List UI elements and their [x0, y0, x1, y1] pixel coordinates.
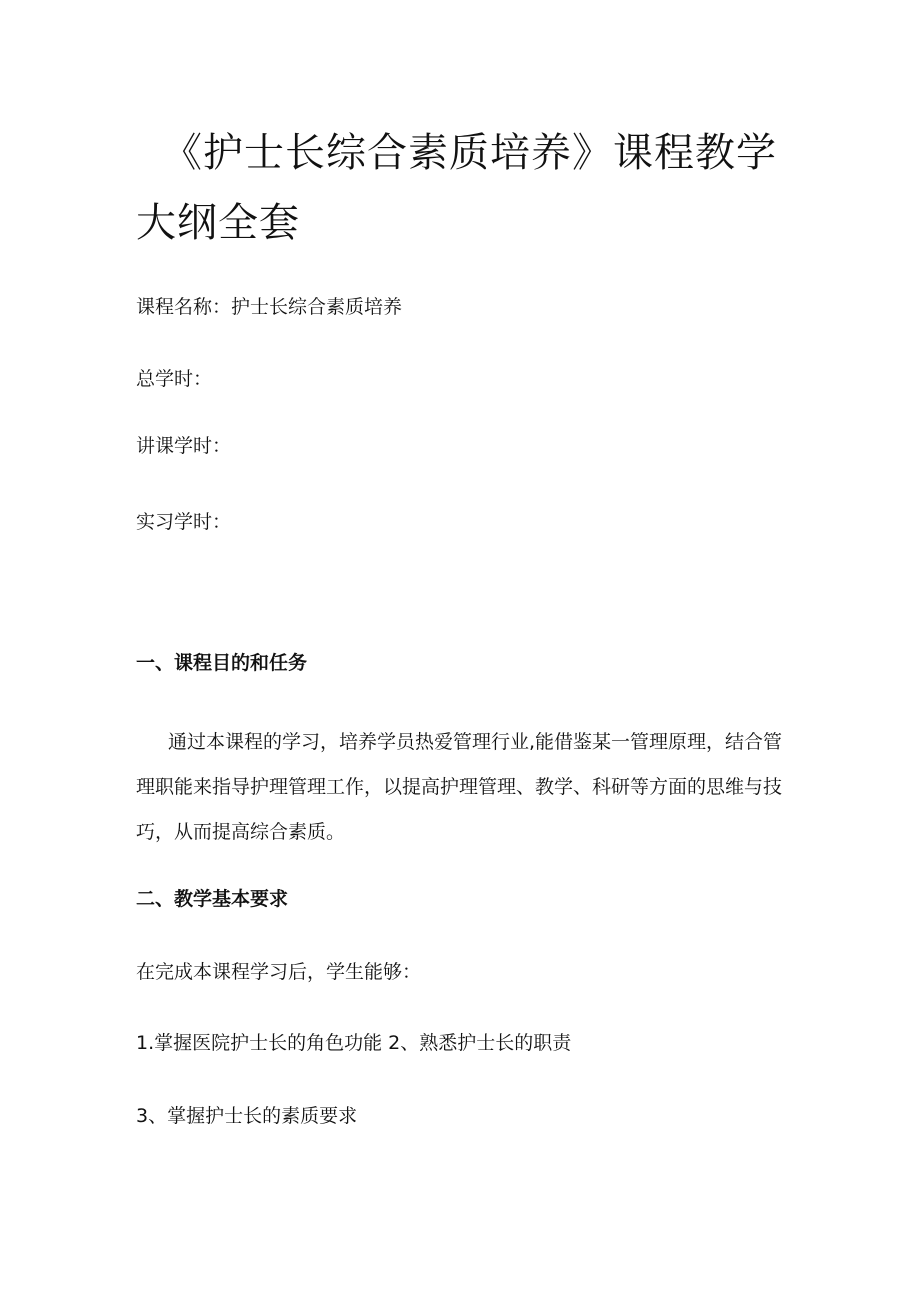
section-1-heading: 一、课程目的和任务 [136, 652, 308, 674]
lecture-hours-line: 讲课学时： [136, 435, 232, 457]
document-title: 《护士长综合素质培养》课程教学大纲全套 [136, 130, 777, 246]
section-2-intro: 在完成本课程学习后，学生能够： [136, 961, 422, 983]
section-2-heading: 二、教学基本要求 [136, 888, 289, 910]
course-name-line: 课程名称：护士长综合素质培养 [136, 296, 403, 318]
section-1-body: 通过本课程的学习，培养学员热爱管理行业,能借鉴某一管理原理，结合管理职能来指导护理管理工作，以提高护理管理、教学、科研等方面的思维与技巧，从而提高综合素质。 [136, 731, 783, 843]
total-hours-line: 总学时： [136, 368, 213, 390]
practice-hours-line: 实习学时： [136, 511, 232, 533]
requirement-item-1: 1.掌握医院护士长的角色功能 2、熟悉护士长的职责 [136, 1032, 572, 1054]
requirement-item-2: 3、掌握护士长的素质要求 [136, 1105, 358, 1127]
